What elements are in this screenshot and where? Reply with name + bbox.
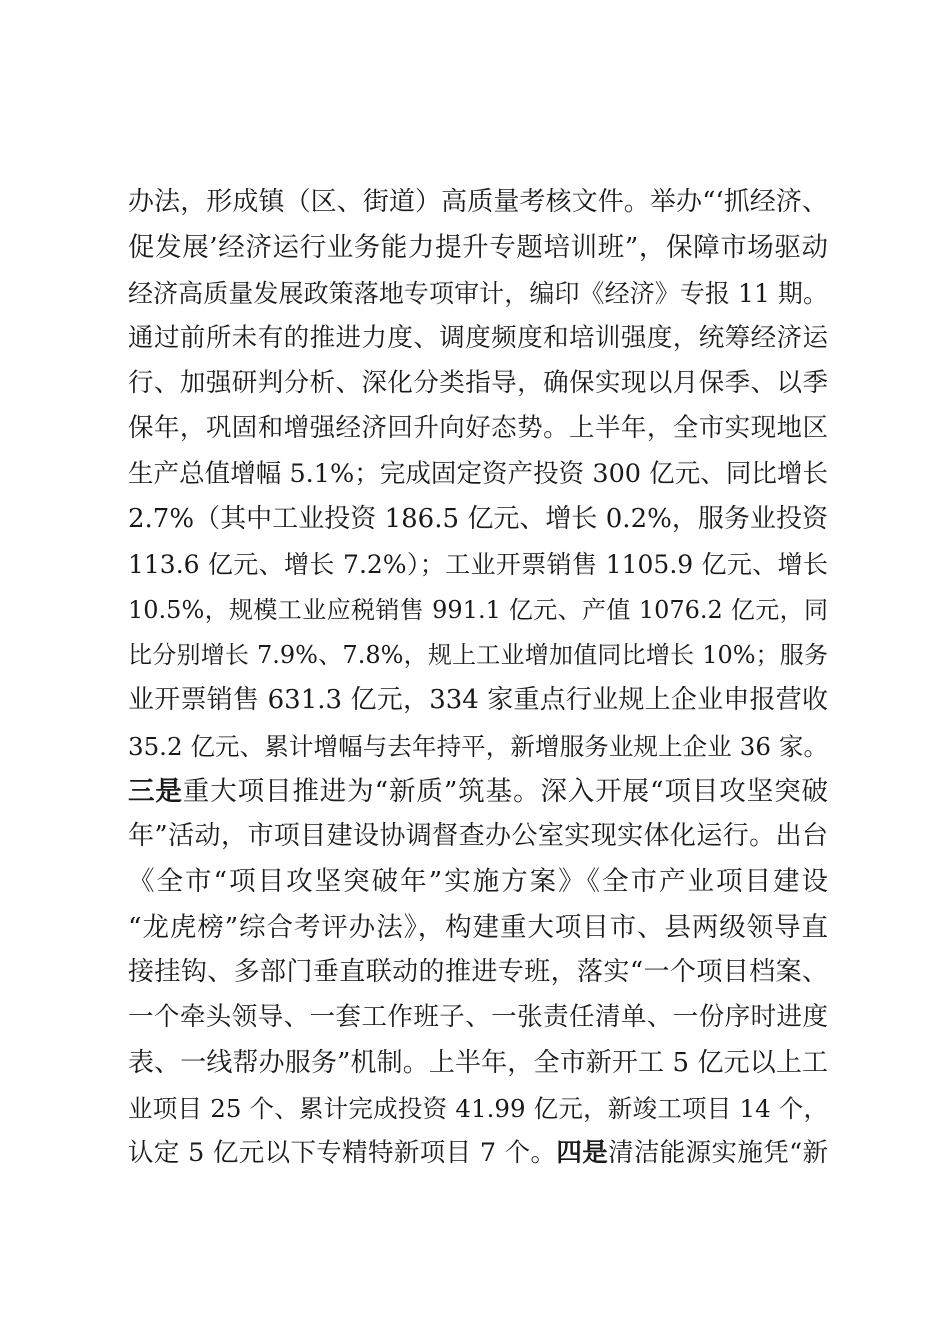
line-text: 认定 5 亿元以下专精特新项目 7 个。 [128, 1138, 557, 1169]
text-line-11 [128, 633, 828, 678]
text-line-10 [128, 588, 828, 633]
line-text: 2.7%（其中工业投资 186.5 亿元、增长 0.2%，服务业投资 [128, 504, 828, 535]
text-line-15 [128, 814, 828, 859]
line-text: 113.6 亿元、增长 7.2%）；工业开票销售 1105.9 亿元、增长 [128, 550, 828, 580]
text-line-6 [128, 406, 828, 451]
text-line-17 [128, 905, 828, 950]
line-text: 表、一线帮办服务”机制。上半年，全市新开工 5 亿元以上工 [128, 1047, 828, 1078]
line-text: 比分别增长 7.9%、7.8%，规上工业增加值同比增长 10%；服务 [128, 640, 828, 669]
text-line-8 [128, 497, 828, 542]
line-text: 生产总值增幅 5.1%；完成固定资产投资 300 亿元、同比增长 [128, 458, 828, 489]
text-line-18 [128, 950, 828, 995]
text-line-12 [128, 678, 828, 723]
line-text: 办法，形成镇（区、街道）高质量考核文件。举办“‘抓经济、 [128, 187, 828, 217]
text-line-22 [128, 1131, 828, 1176]
section-marker-four: 四是 [556, 1138, 609, 1169]
line-text: 清洁能源实施凭“新 [608, 1138, 828, 1169]
line-text: 一个牵头领导、一套工作班子、一张责任清单、一份序时进度 [128, 1002, 828, 1033]
line-text: 保年，巩固和增强经济回升向好态势。上半年，全市实现地区 [128, 413, 828, 444]
text-line-20 [128, 1041, 828, 1086]
text-line-4 [128, 316, 828, 361]
body-text [128, 180, 828, 1177]
text-line-1 [128, 180, 828, 225]
line-text: 通过前所未有的推进力度、调度频度和培训强度，统筹经济运 [128, 322, 828, 353]
line-text: 35.2 亿元、累计增幅与去年持平，新增服务业规上企业 36 家。 [128, 731, 828, 761]
line-text: 业开票销售 631.3 亿元，334 家重点行业规上企业申报营收 [128, 685, 828, 716]
line-text: 年”活动，市项目建设协调督查办公室实现实体化运行。出台 [128, 821, 828, 852]
line-text: 10.5%，规模工业应税销售 991.1 亿元、产值 1076.2 亿元，同 [128, 595, 828, 624]
line-text: 业项目 25 个、累计完成投资 41.99 亿元，新竣工项目 14 个， [128, 1093, 828, 1123]
line-text: 促发展’经济运行业务能力提升专题培训班”，保障市场驱动 [128, 232, 828, 264]
text-line-7 [128, 452, 828, 497]
line-text: 《全市“项目攻坚突破年”实施方案》《全市产业项目建设 [128, 866, 828, 898]
text-line-2 [128, 225, 828, 270]
line-text: 重大项目推进为“新质”筑基。深入开展“项目攻坚突破 [182, 775, 828, 807]
text-line-16 [128, 859, 828, 904]
line-text: 经济高质量发展政策落地专项审计，编印《经济》专报 11 期。 [128, 278, 828, 308]
line-text: 接挂钩、多部门垂直联动的推进专班，落实“一个项目档案、 [128, 957, 828, 988]
text-line-19 [128, 995, 828, 1040]
text-line-5 [128, 361, 828, 406]
text-line-14 [128, 769, 828, 814]
line-text: 行、加强研判分析、深化分类指导，确保实现以月保季、以季 [128, 368, 828, 399]
text-line-13 [128, 724, 828, 769]
text-line-21 [128, 1086, 828, 1131]
section-marker-three: 三是 [128, 775, 183, 807]
text-line-3 [128, 271, 828, 316]
line-text: “龙虎榜”综合考评办法》，构建重大项目市、县两级领导直 [128, 911, 828, 943]
text-line-9 [128, 542, 828, 587]
